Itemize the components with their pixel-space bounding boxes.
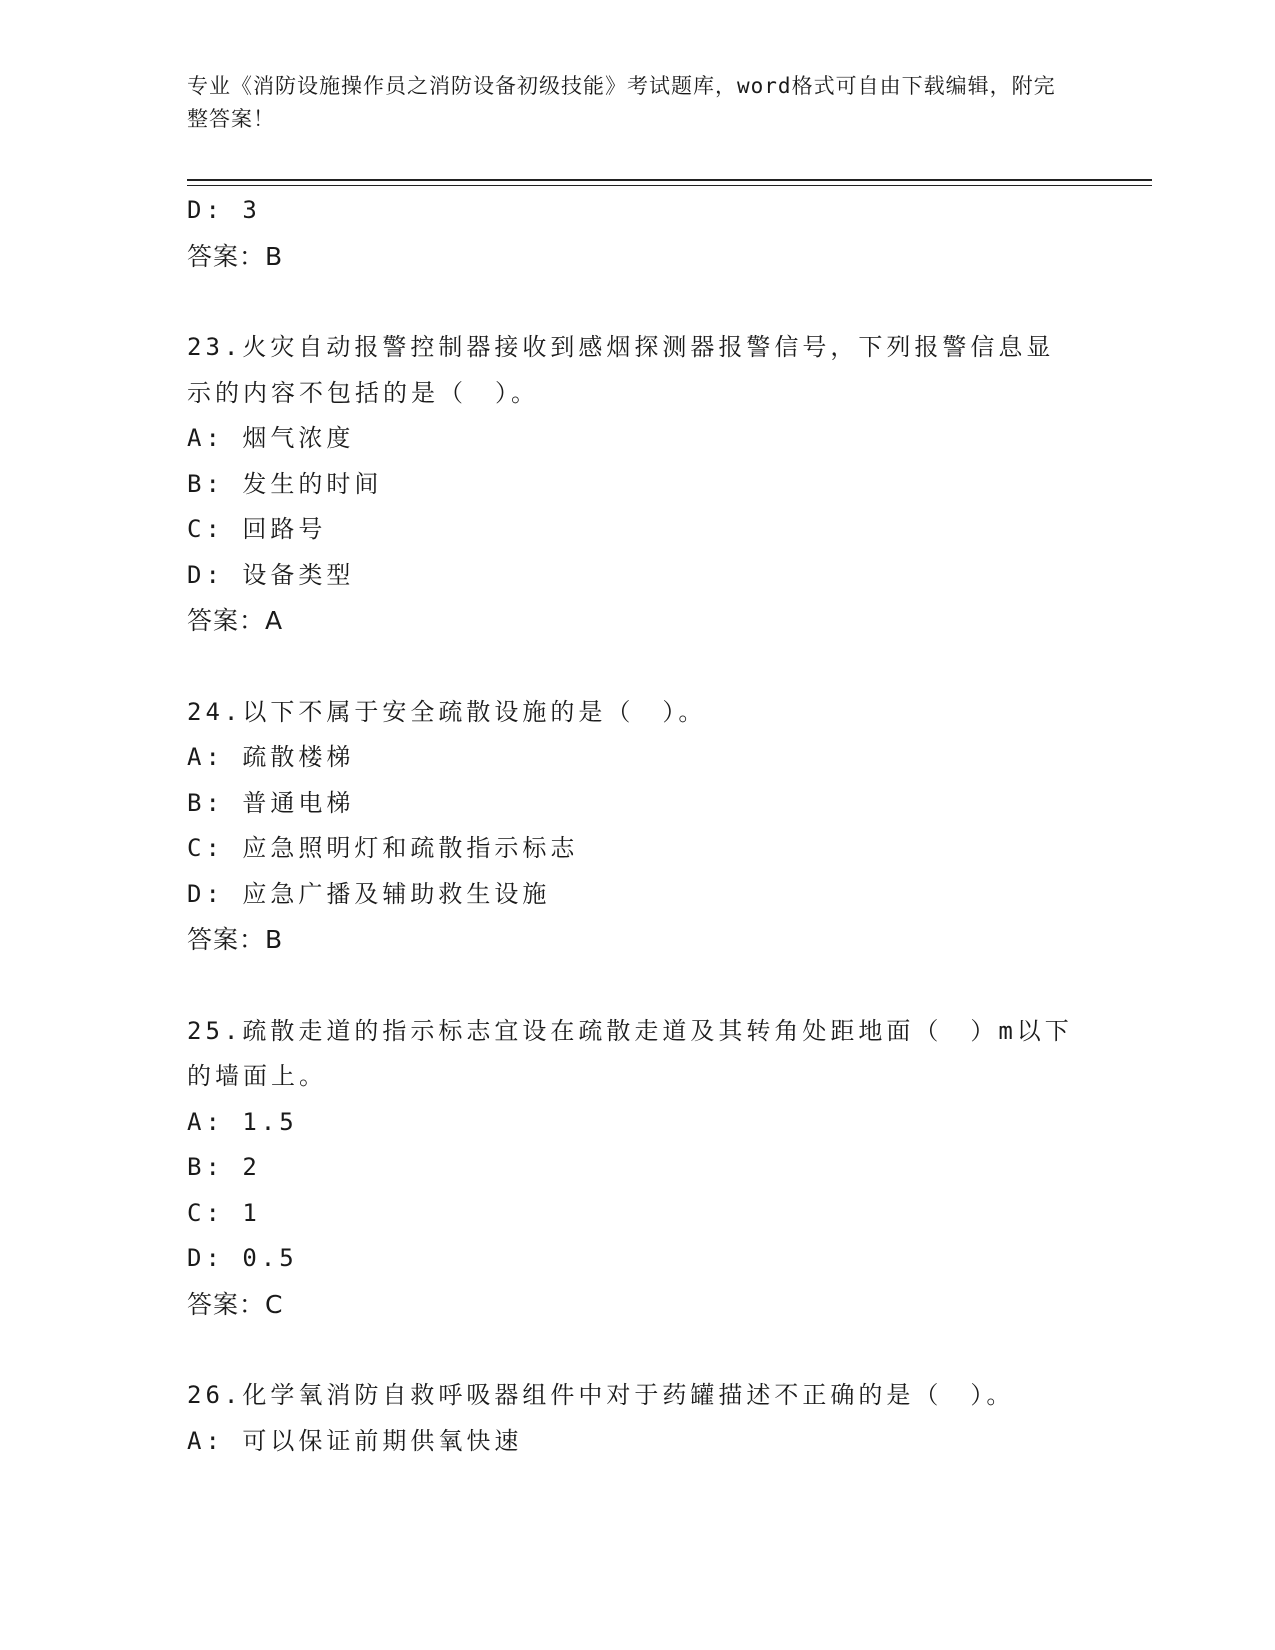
previous-answer: 答案：B [187, 241, 284, 271]
question-24 [187, 690, 1087, 963]
question-text: 24.以下不属于安全疏散设施的是（ ）。 [187, 697, 707, 726]
option-a: A: 可以保证前期供氧快速 [187, 1426, 523, 1455]
option-d: D: 设备类型 [187, 560, 355, 589]
option-b: B: 普通电梯 [187, 788, 355, 817]
option-c: C: 应急照明灯和疏散指示标志 [187, 834, 579, 862]
header-text: 专业《消防设施操作员之消防设备初级技能》考试题库，word格式可自由下载编辑，附完整答案！ [187, 74, 1056, 131]
question-list [187, 188, 1087, 1464]
question-text: 26.化学氧消防自救呼吸器组件中对于药罐描述不正确的是（ ）。 [187, 1381, 1015, 1409]
option-c: C: 回路号 [187, 515, 327, 543]
answer-line: 答案：C [187, 1289, 284, 1319]
answer-line: 答案：A [187, 606, 284, 635]
option-a: A: 1.5 [187, 1107, 298, 1136]
answer-line: 答案：B [187, 925, 284, 954]
question-26 [187, 1373, 1087, 1464]
option-a: A: 烟气浓度 [187, 424, 355, 452]
spacer [187, 963, 1087, 1009]
question-text: 25.疏散走道的指示标志宜设在疏散走道及其转角处距地面（ ）m以下的墙面上。 [187, 1016, 1073, 1090]
option-b: B: 发生的时间 [187, 469, 383, 498]
option-d: D: 应急广播及辅助救生设施 [187, 879, 551, 908]
option-c: C: 1 [187, 1198, 261, 1227]
spacer [187, 1327, 1087, 1373]
option-d: D: 0.5 [187, 1244, 298, 1272]
question-25 [187, 1009, 1087, 1328]
question-text: 23.火灾自动报警控制器接收到感烟探测器报警信号，下列报警信息显示的内容不包括的是（ ）。 [187, 333, 1055, 407]
previous-option-d: D: 3 [187, 196, 261, 224]
option-b: B: 2 [187, 1153, 261, 1181]
spacer [187, 644, 1087, 690]
page-header [187, 70, 1067, 136]
header-divider [187, 179, 1152, 186]
question-23 [187, 325, 1087, 644]
option-a: A: 疏散楼梯 [187, 743, 355, 771]
spacer [187, 279, 1087, 325]
